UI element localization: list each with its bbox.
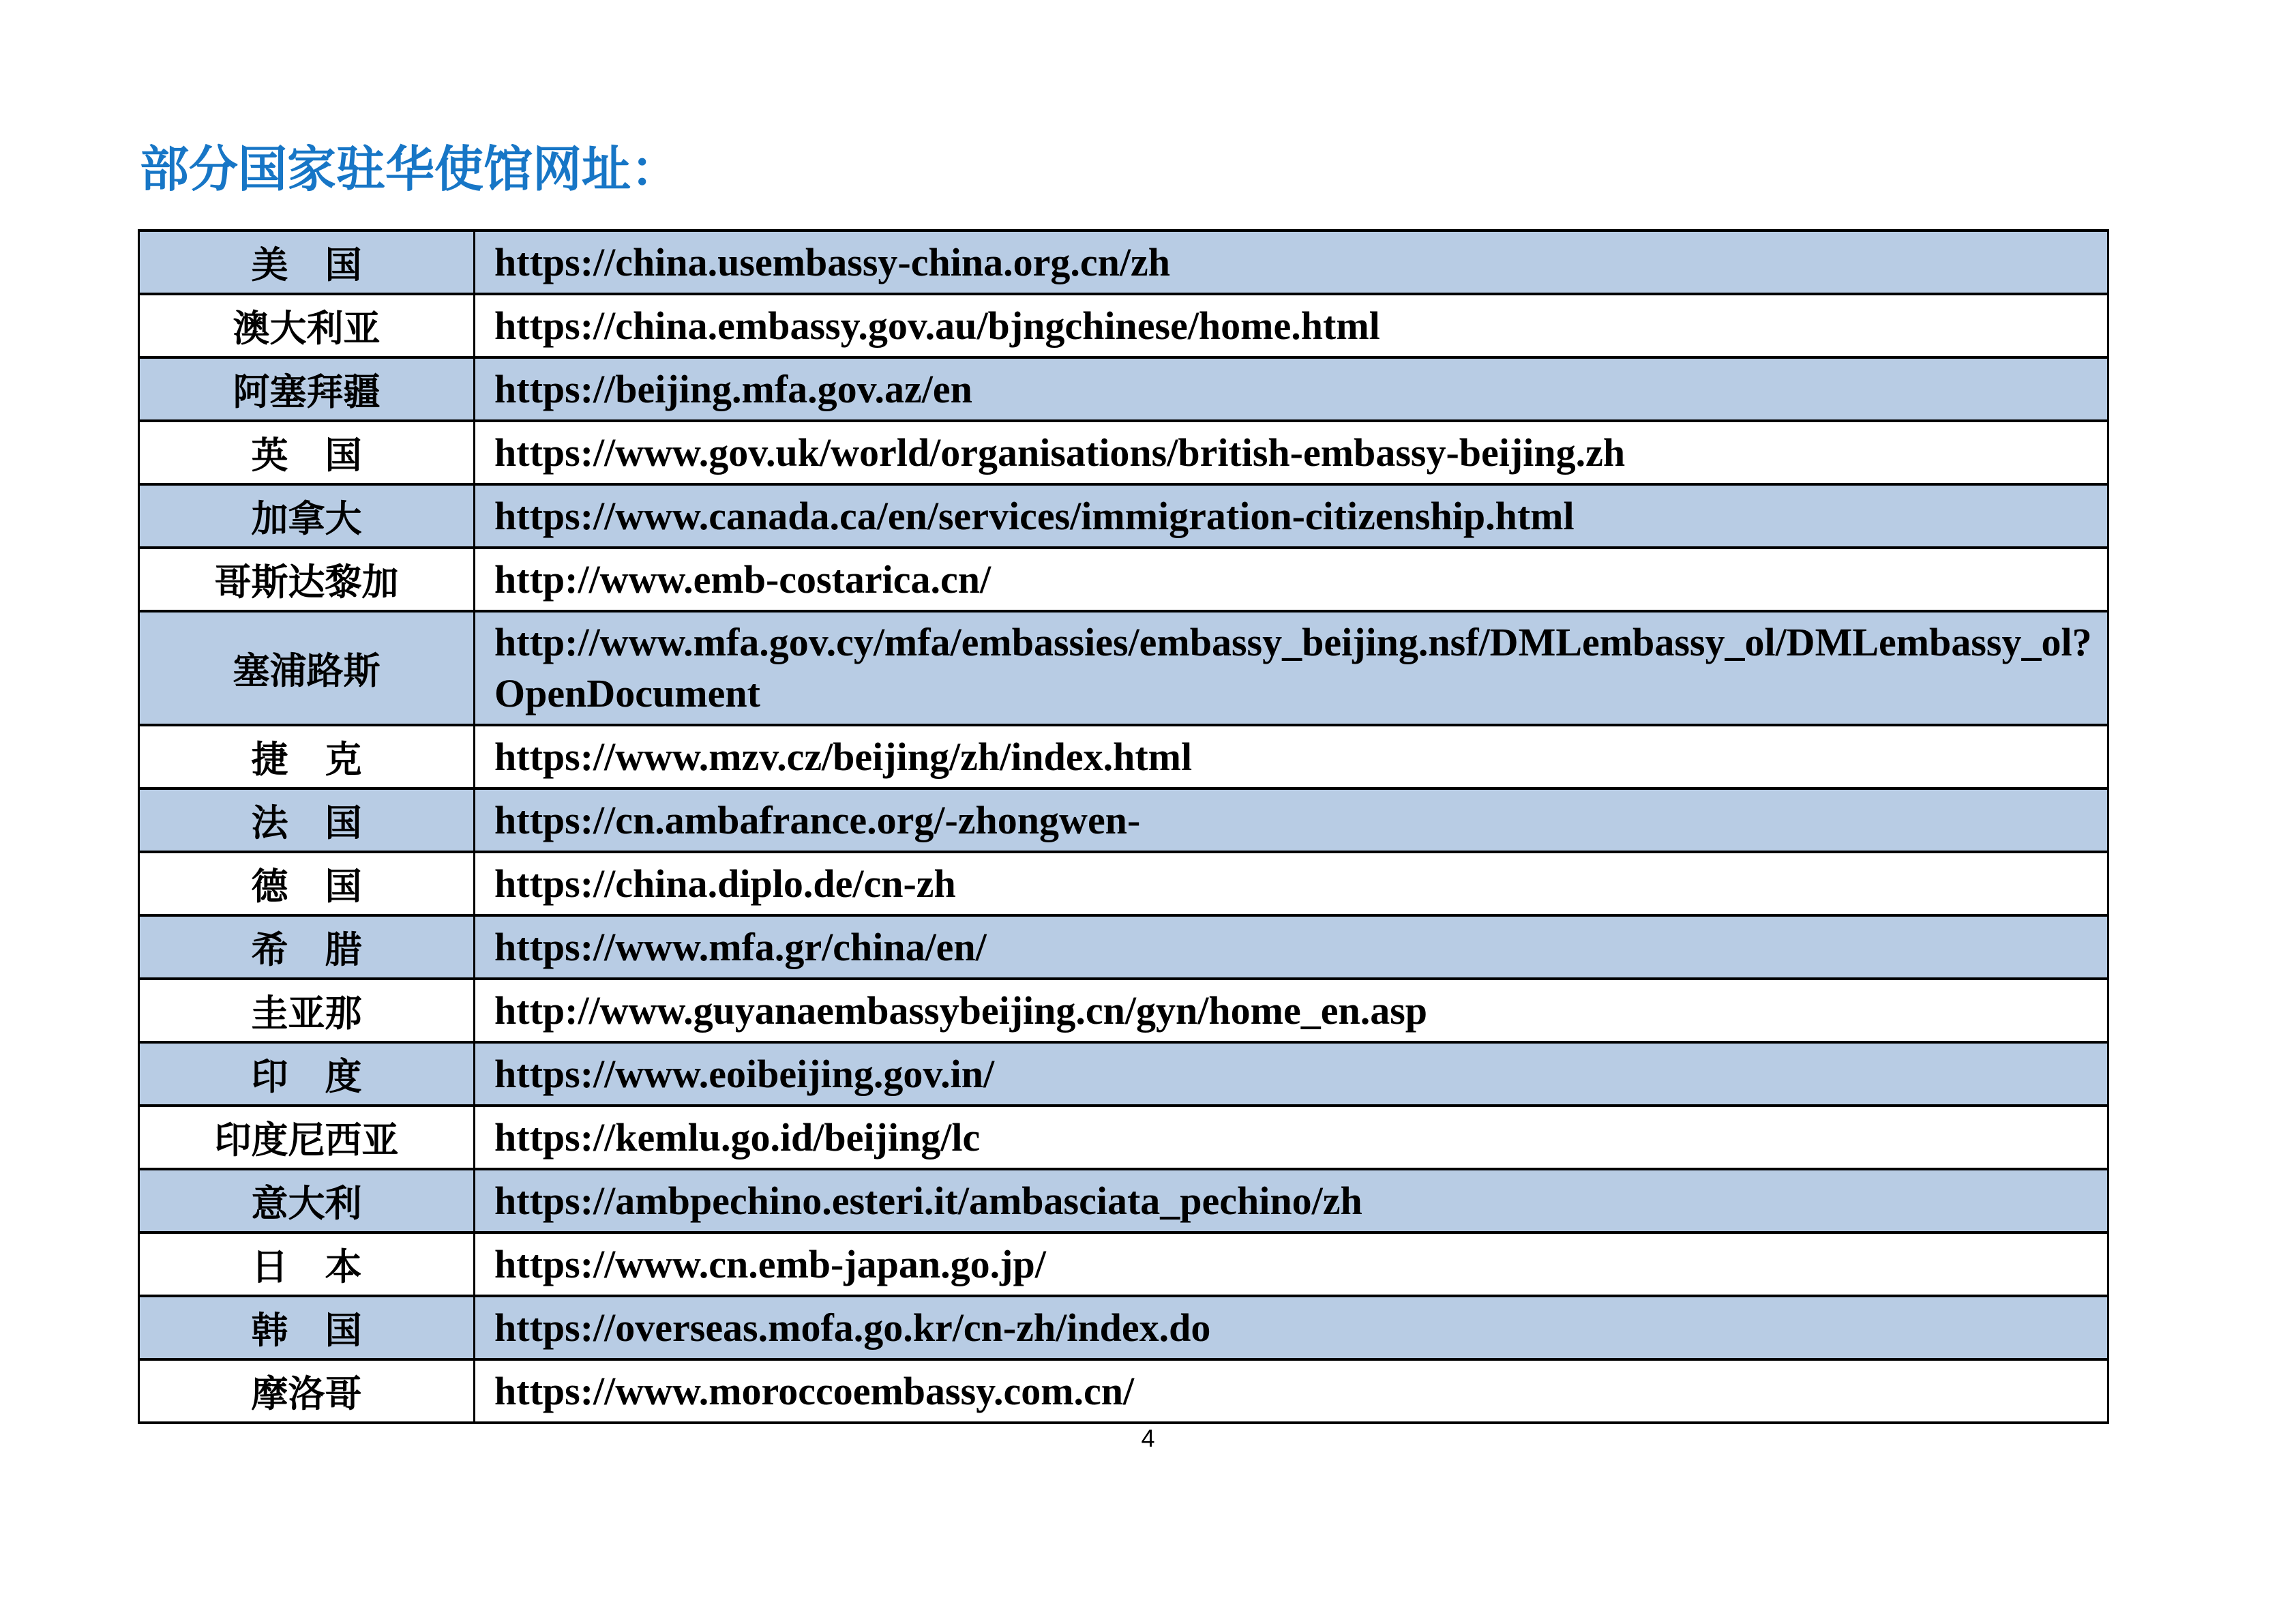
country-cell: 阿塞拜疆 bbox=[140, 359, 475, 419]
url-cell: https://china.usembassy-china.org.cn/zh bbox=[494, 239, 1170, 284]
table-row bbox=[140, 612, 2107, 726]
url-cell: http://www.guyanaembassybeijing.cn/gyn/home_en.asp bbox=[494, 988, 1428, 1033]
country-cell: 希 腊 bbox=[140, 917, 475, 977]
table-row bbox=[140, 1170, 2107, 1234]
table-row bbox=[140, 980, 2107, 1044]
table-row bbox=[140, 726, 2107, 790]
url-cell: https://kemlu.go.id/beijing/lc bbox=[494, 1114, 981, 1160]
url-cell: http://www.mfa.gov.cy/mfa/embassies/embassy_beijing.nsf/DMLembassy_ol/DMLembassy_ol?OpenDocument bbox=[494, 620, 2092, 716]
url-cell: https://overseas.mofa.go.kr/cn-zh/index.do bbox=[494, 1305, 1211, 1350]
url-cell: https://ambpechino.esteri.it/ambasciata_pechino/zh bbox=[494, 1178, 1362, 1223]
table-row bbox=[140, 1107, 2107, 1170]
table-row bbox=[140, 790, 2107, 853]
country-cell: 塞浦路斯 bbox=[140, 612, 475, 724]
url-cell: https://www.mzv.cz/beijing/zh/index.html bbox=[494, 734, 1193, 779]
table-row bbox=[140, 1044, 2107, 1107]
url-cell: https://beijing.mfa.gov.az/en bbox=[494, 366, 972, 411]
url-cell: https://cn.ambafrance.org/-zhongwen- bbox=[494, 797, 1141, 842]
country-cell: 美 国 bbox=[140, 232, 475, 293]
table-row bbox=[140, 359, 2107, 422]
country-cell: 意大利 bbox=[140, 1170, 475, 1231]
table-row bbox=[140, 1297, 2107, 1361]
country-cell: 哥斯达黎加 bbox=[140, 549, 475, 610]
country-cell: 加拿大 bbox=[140, 486, 475, 546]
url-cell: https://www.mfa.gr/china/en/ bbox=[494, 924, 987, 969]
table-row bbox=[140, 232, 2107, 295]
table-row bbox=[140, 1361, 2107, 1424]
country-cell: 印 度 bbox=[140, 1044, 475, 1104]
country-cell: 英 国 bbox=[140, 422, 475, 483]
country-cell: 法 国 bbox=[140, 790, 475, 851]
page-number: 4 bbox=[1141, 1424, 1155, 1452]
country-cell: 日 本 bbox=[140, 1234, 475, 1295]
table-row bbox=[140, 917, 2107, 980]
table-row bbox=[140, 549, 2107, 612]
country-cell: 澳大利亚 bbox=[140, 295, 475, 356]
url-cell: https://www.canada.ca/en/services/immigration-citizenship.html bbox=[494, 493, 1575, 538]
url-cell: https://www.cn.emb-japan.go.jp/ bbox=[494, 1241, 1046, 1286]
url-cell: https://china.embassy.gov.au/bjngchinese/home.html bbox=[494, 303, 1380, 348]
table-row bbox=[140, 486, 2107, 549]
url-cell: http://www.emb-costarica.cn/ bbox=[494, 557, 992, 602]
table-row bbox=[140, 295, 2107, 359]
table-row bbox=[140, 422, 2107, 486]
table-row bbox=[140, 1234, 2107, 1297]
table-row bbox=[140, 853, 2107, 917]
country-cell: 捷 克 bbox=[140, 726, 475, 787]
embassy-url-table bbox=[138, 229, 2109, 1424]
country-cell: 德 国 bbox=[140, 853, 475, 914]
page-title: 部分国家驻华使馆网址： bbox=[140, 143, 681, 197]
country-cell: 印度尼西亚 bbox=[140, 1107, 475, 1168]
url-cell: https://www.eoibeijing.gov.in/ bbox=[494, 1051, 995, 1096]
country-cell: 摩洛哥 bbox=[140, 1361, 475, 1421]
country-cell: 圭亚那 bbox=[140, 980, 475, 1041]
country-cell: 韩 国 bbox=[140, 1297, 475, 1358]
url-cell: https://china.diplo.de/cn-zh bbox=[494, 861, 956, 906]
url-cell: https://www.moroccoembassy.com.cn/ bbox=[494, 1368, 1135, 1413]
url-cell: https://www.gov.uk/world/organisations/british-embassy-beijing.zh bbox=[494, 430, 1626, 475]
